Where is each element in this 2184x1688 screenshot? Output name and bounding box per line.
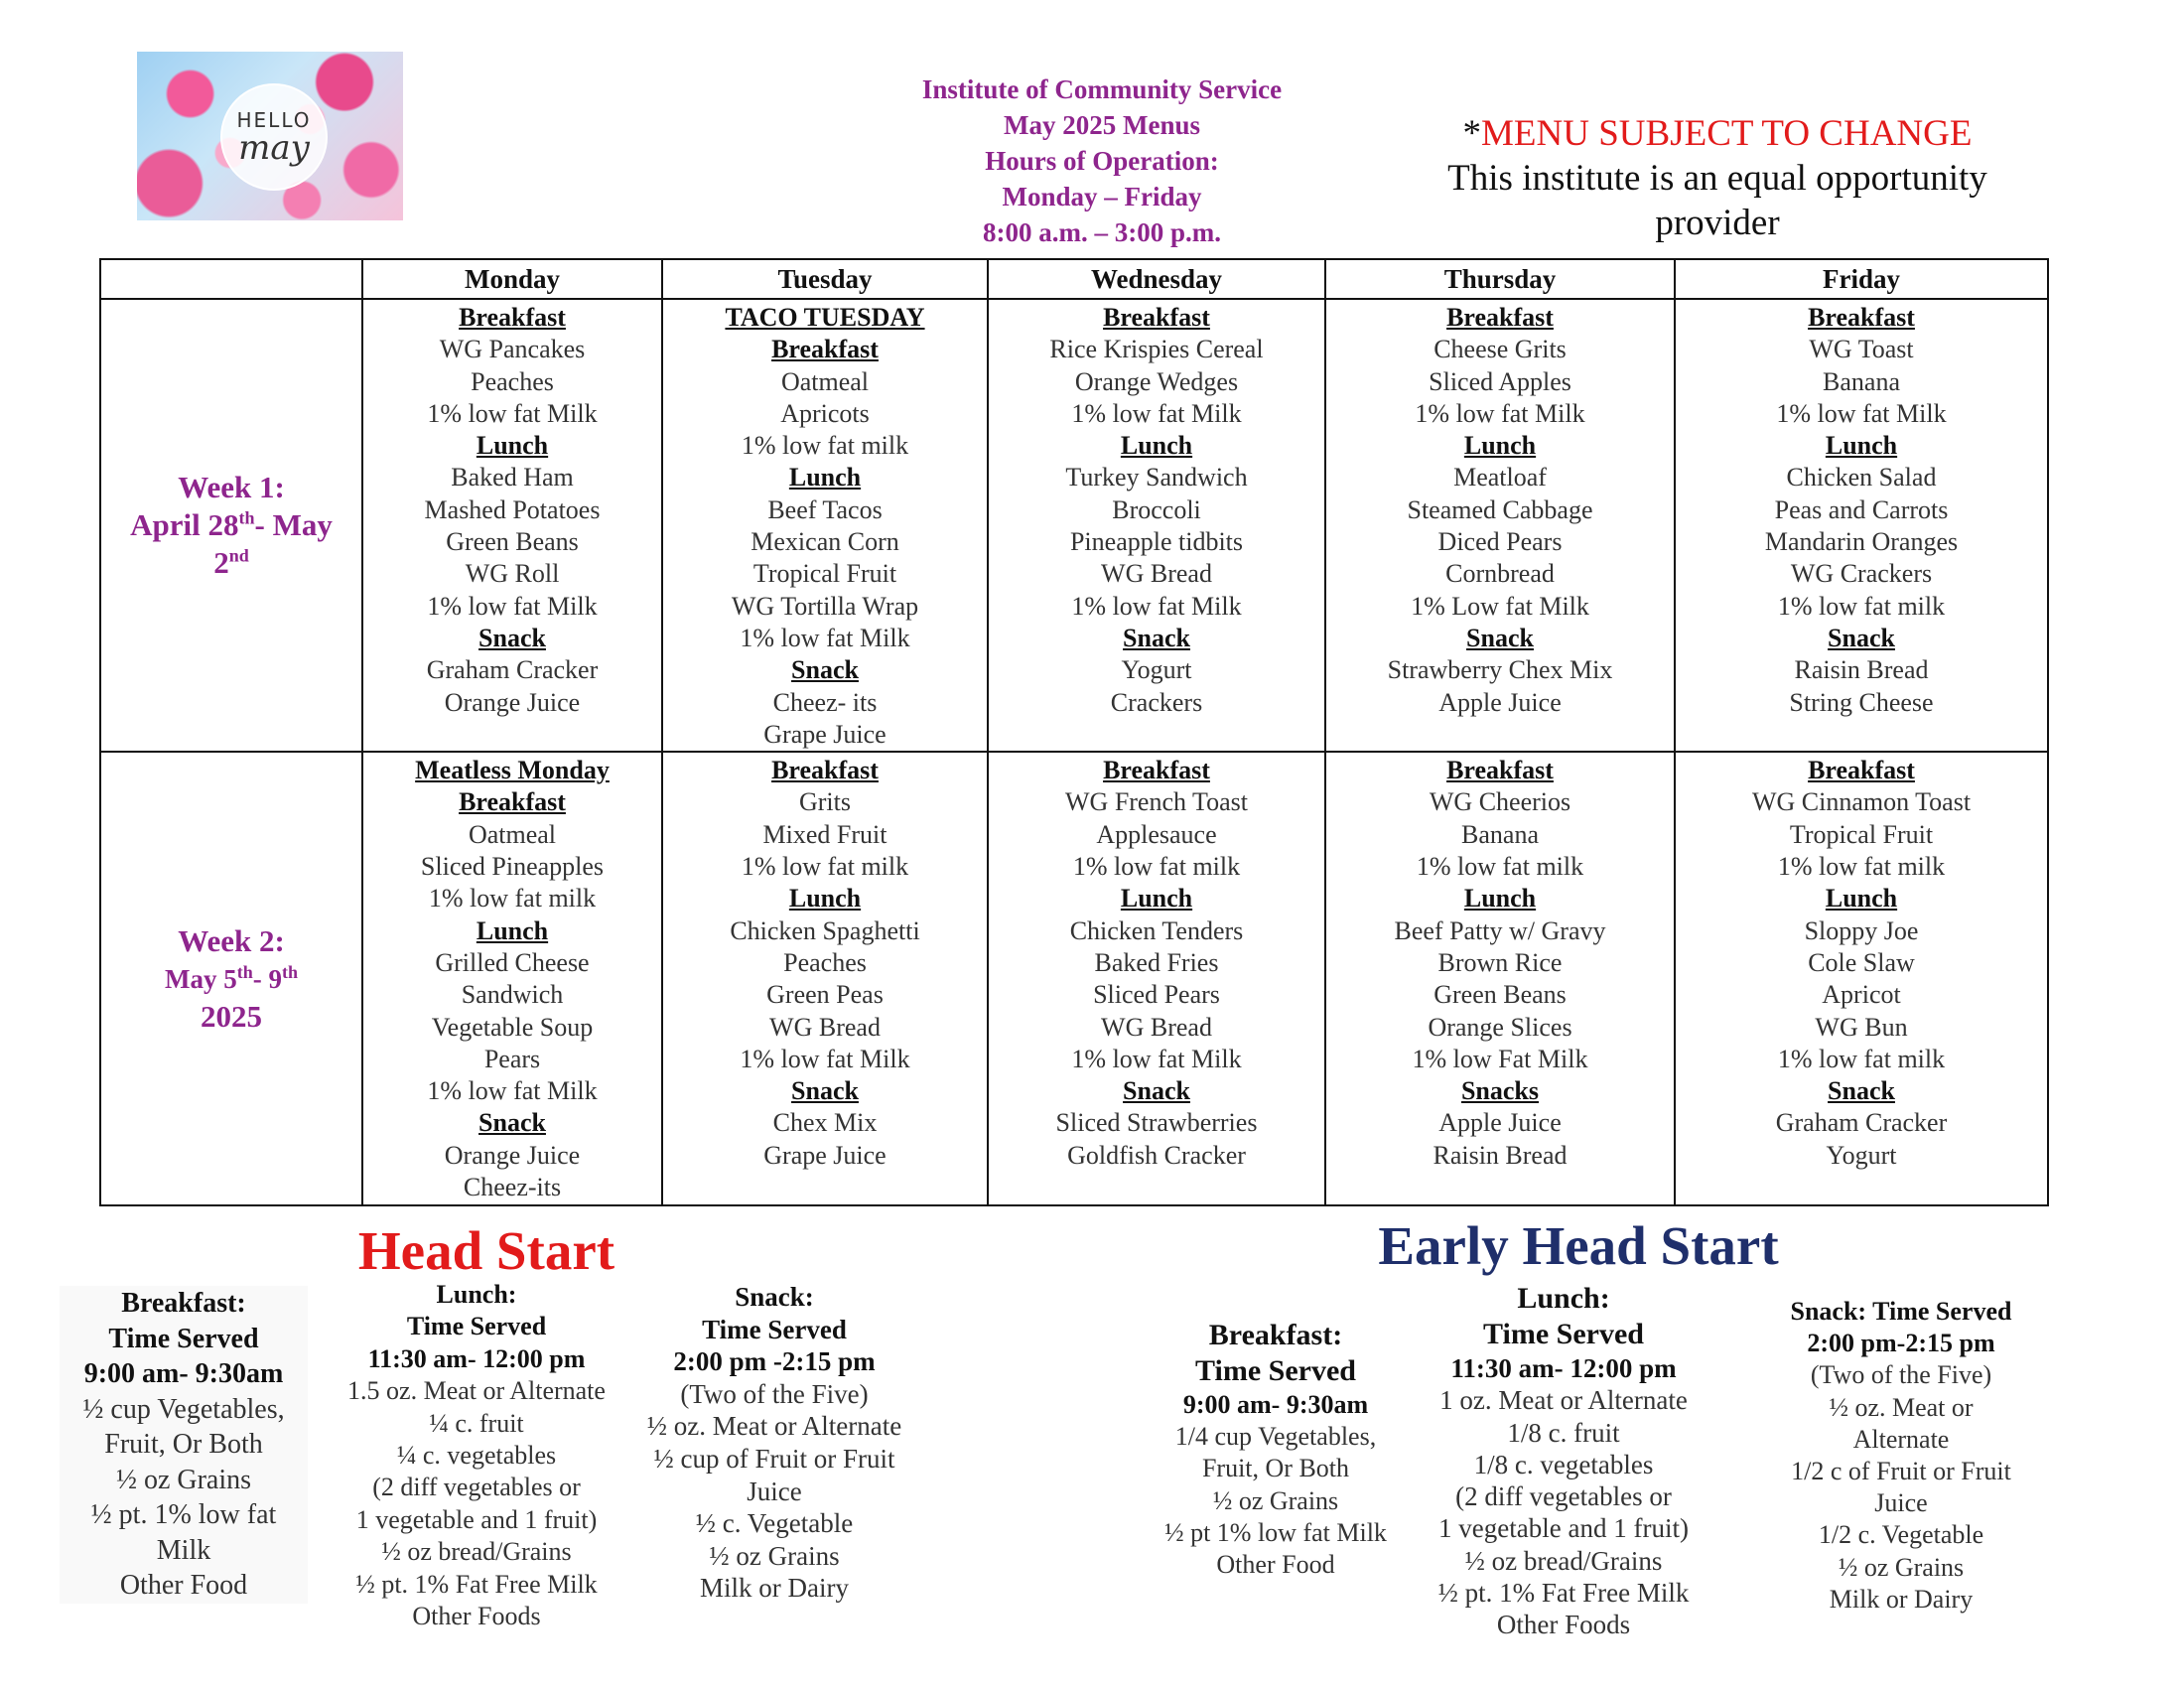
schedule-heading: Time Served bbox=[1483, 1318, 1644, 1350]
schedule-item: ½ pt. 1% Fat Free Milk bbox=[1437, 1578, 1690, 1609]
menu-item: WG Roll bbox=[465, 559, 560, 589]
menu-item: WG Bread bbox=[769, 1012, 881, 1042]
day-header-friday: Friday bbox=[1675, 259, 2048, 299]
meal-heading: Snack bbox=[1828, 1076, 1895, 1106]
meal-heading: Meatless Monday bbox=[415, 756, 610, 785]
hours-days: Monday – Friday bbox=[1002, 182, 1202, 211]
menu-item: WG Bun bbox=[1815, 1012, 1908, 1042]
menu-table bbox=[99, 258, 2049, 1206]
menu-item: Apricot bbox=[1822, 980, 1901, 1010]
schedule-heading: Time Served bbox=[1195, 1354, 1356, 1387]
meal-heading: Snack bbox=[791, 655, 859, 685]
schedule-heading: 11:30 am- 12:00 pm bbox=[367, 1343, 586, 1373]
menu-cell bbox=[988, 752, 1325, 1205]
schedule-item: ¼ c. fruit bbox=[429, 1408, 524, 1438]
menu-item: Sliced Strawberries bbox=[1055, 1108, 1258, 1138]
week-dates bbox=[101, 506, 361, 544]
week-date-start: May 5 bbox=[164, 963, 237, 994]
menu-item: 1% low fat milk bbox=[741, 852, 909, 882]
menu-item: Strawberry Chex Mix bbox=[1387, 655, 1613, 685]
ordinal-suffix: th bbox=[281, 961, 298, 982]
menu-item: WG French Toast bbox=[1065, 787, 1248, 817]
meal-heading: Snack bbox=[1828, 623, 1895, 652]
menu-item: String Cheese bbox=[1789, 687, 1934, 717]
schedule-heading: Breakfast: bbox=[1208, 1319, 1343, 1351]
head-start-title: Head Start bbox=[357, 1220, 615, 1281]
schedule-item: ½ oz bread/Grains bbox=[1464, 1545, 1663, 1576]
meal-heading: Breakfast bbox=[1446, 756, 1554, 785]
schedule-item: ½ oz Grains bbox=[709, 1540, 840, 1571]
menu-item: Chex Mix bbox=[772, 1108, 878, 1138]
meal-heading: Breakfast bbox=[1446, 303, 1554, 332]
menu-item: Crackers bbox=[1110, 687, 1203, 717]
schedule-heading: 2:00 pm -2:15 pm bbox=[673, 1346, 876, 1377]
menu-item: 1% low fat milk bbox=[1777, 591, 1946, 621]
menu-item: Apple Juice bbox=[1438, 1108, 1562, 1138]
menu-item: Grape Juice bbox=[763, 1140, 887, 1170]
menu-cell bbox=[662, 299, 988, 752]
menu-cell bbox=[362, 752, 662, 1205]
head-start-lunch bbox=[318, 1279, 635, 1632]
schedule-item: Juice bbox=[747, 1476, 802, 1506]
schedule-item: 1/2 c of Fruit or Fruit bbox=[1791, 1457, 2011, 1486]
schedule-item: Other Foods bbox=[1496, 1610, 1631, 1640]
schedule-heading: Time Served bbox=[108, 1323, 259, 1354]
menu-item: Diced Pears bbox=[1437, 527, 1563, 557]
schedule-heading: Time Served bbox=[702, 1314, 847, 1344]
schedule-item: 1 vegetable and 1 fruit) bbox=[1438, 1513, 1689, 1544]
menu-item: Baked Ham bbox=[451, 463, 574, 492]
menu-item: Baked Fries bbox=[1094, 947, 1219, 977]
schedule-item: ½ c. Vegetable bbox=[695, 1508, 854, 1539]
schedule-heading: Breakfast: bbox=[121, 1288, 246, 1319]
menu-cell bbox=[988, 299, 1325, 752]
menu-item: 1% low fat milk bbox=[1777, 852, 1946, 882]
week-title: Week 1: bbox=[178, 470, 285, 505]
menu-item: Mixed Fruit bbox=[762, 819, 887, 849]
schedule-item: Milk bbox=[156, 1534, 211, 1566]
schedule-item: (Two of the Five) bbox=[680, 1378, 869, 1409]
menu-item: Sliced Pineapples bbox=[420, 852, 605, 882]
meal-heading: Breakfast bbox=[1808, 303, 1915, 332]
schedule-item: ½ pt. 1% Fat Free Milk bbox=[355, 1569, 598, 1599]
menu-item: Grape Juice bbox=[763, 719, 887, 749]
menu-item: Broccoli bbox=[1112, 494, 1201, 524]
menu-item: WG Pancakes bbox=[439, 335, 586, 364]
schedule-item: Fruit, Or Both bbox=[104, 1429, 263, 1460]
menu-item: Orange Slices bbox=[1428, 1012, 1572, 1042]
menu-item: Banana bbox=[1823, 366, 1900, 396]
schedule-heading: 2:00 pm-2:15 pm bbox=[1807, 1329, 1995, 1358]
schedule-heading: 9:00 am- 9:30am bbox=[83, 1358, 284, 1389]
menu-item: Peaches bbox=[783, 947, 867, 977]
menu-item: Sandwich bbox=[461, 980, 564, 1010]
menu-item: Green Beans bbox=[446, 527, 579, 557]
hello-may-badge bbox=[220, 83, 328, 191]
hours-label: Hours of Operation: bbox=[985, 146, 1219, 176]
menu-item: Cheese Grits bbox=[1433, 335, 1567, 364]
schedule-item: Other Foods bbox=[412, 1602, 541, 1631]
menu-cell bbox=[1325, 299, 1675, 752]
week-dates bbox=[101, 960, 361, 998]
menu-item: Peas and Carrots bbox=[1774, 494, 1949, 524]
notice-block bbox=[1390, 111, 2045, 245]
meal-heading: Lunch bbox=[476, 431, 549, 461]
menu-item: WG Toast bbox=[1809, 335, 1914, 364]
menu-item: 1% low fat milk bbox=[428, 884, 597, 914]
schedule-item: ½ oz Grains bbox=[1212, 1485, 1339, 1515]
menu-item: Cornbread bbox=[1445, 559, 1555, 589]
meal-heading: Snack bbox=[478, 623, 546, 652]
week-row bbox=[100, 299, 2048, 752]
menu-item: WG Cinnamon Toast bbox=[1751, 787, 1972, 817]
menu-item: Oatmeal bbox=[468, 819, 557, 849]
menu-item: 1% low fat Milk bbox=[427, 398, 598, 428]
schedule-item: 1 oz. Meat or Alternate bbox=[1439, 1385, 1688, 1416]
schedule-heading: 9:00 am- 9:30am bbox=[1182, 1390, 1369, 1419]
menu-item: Orange Juice bbox=[444, 687, 581, 717]
week-date-mid: - 9 bbox=[252, 963, 282, 994]
menu-item: Green Beans bbox=[1433, 980, 1567, 1010]
menu-item: Steamed Cabbage bbox=[1407, 494, 1593, 524]
ordinal-suffix: nd bbox=[228, 545, 249, 566]
menu-item: 1% low fat Milk bbox=[427, 1076, 598, 1106]
menu-item: Peaches bbox=[471, 366, 554, 396]
menu-item: 1% low fat Milk bbox=[740, 1044, 910, 1073]
menu-item: Mexican Corn bbox=[751, 527, 899, 557]
schedule-item: ½ oz. Meat or Alternate bbox=[646, 1411, 902, 1442]
menu-item: 1% low fat Milk bbox=[1415, 398, 1585, 428]
menu-item: 1% low fat milk bbox=[1416, 852, 1584, 882]
schedule-item: 1/8 c. vegetables bbox=[1473, 1449, 1654, 1479]
schedule-item: 1/2 c. Vegetable bbox=[1818, 1520, 1984, 1550]
meal-heading: Snacks bbox=[1460, 1076, 1540, 1106]
meal-heading: Lunch bbox=[1120, 431, 1193, 461]
menu-item: Cheez- its bbox=[772, 687, 878, 717]
schedule-heading: Snack: Time Served bbox=[1790, 1297, 2012, 1326]
menu-item: Meatloaf bbox=[1453, 463, 1547, 492]
menu-item: Raisin Bread bbox=[1433, 1140, 1568, 1170]
hello-text: HELLO bbox=[236, 108, 312, 132]
day-header-monday: Monday bbox=[362, 259, 662, 299]
menu-item: 1% low fat Milk bbox=[1071, 1044, 1242, 1073]
day-header-tuesday: Tuesday bbox=[662, 259, 988, 299]
menu-item: Goldfish Cracker bbox=[1067, 1140, 1246, 1170]
week-label bbox=[100, 752, 362, 1205]
menu-item: WG Bread bbox=[1101, 1012, 1212, 1042]
schedule-item: 1/8 c. fruit bbox=[1507, 1417, 1620, 1448]
menu-cell bbox=[1325, 752, 1675, 1205]
week-row bbox=[100, 752, 2048, 1205]
early-head-start-title: Early Head Start bbox=[1378, 1215, 1779, 1276]
menu-item: 1% Low fat Milk bbox=[1411, 591, 1589, 621]
menu-item: Cole Slaw bbox=[1808, 947, 1915, 977]
menu-item: Sliced Pears bbox=[1093, 980, 1220, 1010]
meal-heading: TACO TUESDAY bbox=[725, 303, 925, 332]
schedule-item: ½ oz bread/Grains bbox=[381, 1537, 572, 1567]
meal-heading: Breakfast bbox=[771, 335, 879, 364]
menu-cell bbox=[1675, 299, 2048, 752]
meal-heading: Lunch bbox=[788, 463, 862, 492]
menu-item: Mandarin Oranges bbox=[1764, 527, 1959, 557]
schedule-heading: Lunch: bbox=[1517, 1282, 1610, 1315]
schedule-item: (Two of the Five) bbox=[1810, 1360, 1992, 1390]
early-head-start-snack bbox=[1757, 1296, 2045, 1616]
menu-item: Turkey Sandwich bbox=[1065, 463, 1248, 492]
menu-cell bbox=[362, 299, 662, 752]
menu-cell bbox=[1675, 752, 2048, 1205]
menu-item: Sloppy Joe bbox=[1804, 915, 1919, 945]
menu-item: WG Crackers bbox=[1790, 559, 1933, 589]
week-date-end: 2 bbox=[213, 545, 229, 581]
schedule-item: ½ oz. Meat or bbox=[1829, 1392, 1974, 1422]
meal-heading: Lunch bbox=[1825, 884, 1898, 914]
menu-item: Green Peas bbox=[766, 980, 884, 1010]
week-label bbox=[100, 299, 362, 752]
early-head-start-breakfast bbox=[1127, 1318, 1425, 1581]
menu-item: WG Tortilla Wrap bbox=[731, 591, 919, 621]
schedule-item: Juice bbox=[1874, 1488, 1928, 1518]
menu-item: Chicken Salad bbox=[1786, 463, 1937, 492]
menu-item: 1% low fat milk bbox=[741, 431, 909, 461]
menu-item: Beef Patty w/ Gravy bbox=[1394, 915, 1606, 945]
schedule-heading: Lunch: bbox=[436, 1280, 517, 1309]
menu-item: Graham Cracker bbox=[426, 655, 599, 685]
menu-item: 1% low fat Milk bbox=[1776, 398, 1947, 428]
hours-time: 8:00 a.m. – 3:00 p.m. bbox=[983, 217, 1221, 247]
meal-heading: Snack bbox=[1466, 623, 1534, 652]
schedule-heading: Time Served bbox=[406, 1312, 547, 1341]
menu-item: Banana bbox=[1461, 819, 1539, 849]
meal-heading: Snack bbox=[478, 1108, 546, 1138]
menu-change-notice bbox=[1390, 111, 2045, 156]
menu-item: 1% low fat milk bbox=[1777, 1044, 1946, 1073]
ordinal-suffix: th bbox=[236, 961, 253, 982]
menu-item: 1% low fat Milk bbox=[1071, 398, 1242, 428]
menu-item: Chicken Tenders bbox=[1069, 915, 1244, 945]
menu-item: Yogurt bbox=[1826, 1140, 1897, 1170]
menu-item: Orange Wedges bbox=[1074, 366, 1239, 396]
schedule-item: ½ cup Vegetables, bbox=[82, 1393, 285, 1425]
day-header-row bbox=[100, 259, 2048, 299]
menu-item: 1% low fat Milk bbox=[740, 623, 910, 652]
head-start-snack bbox=[635, 1281, 913, 1605]
schedule-item: ½ oz Grains bbox=[115, 1464, 252, 1495]
day-header-thursday: Thursday bbox=[1325, 259, 1675, 299]
day-header-wednesday: Wednesday bbox=[988, 259, 1325, 299]
schedule-item: 1 vegetable and 1 fruit) bbox=[355, 1504, 598, 1534]
menu-item: WG Cheerios bbox=[1429, 787, 1571, 817]
menu-item: Oatmeal bbox=[780, 366, 870, 396]
org-name: Institute of Community Service bbox=[921, 74, 1283, 104]
schedule-item: ½ pt 1% low fat Milk bbox=[1164, 1517, 1387, 1547]
meal-heading: Breakfast bbox=[771, 756, 879, 785]
menu-item: Rice Krispies Cereal bbox=[1049, 335, 1264, 364]
notice-prefix: * bbox=[1462, 113, 1482, 154]
early-head-start-lunch bbox=[1415, 1281, 1712, 1641]
meal-heading: Lunch bbox=[1463, 431, 1537, 461]
schedule-item: ½ cup of Fruit or Fruit bbox=[653, 1443, 895, 1474]
week-date-mid: - May bbox=[254, 507, 333, 543]
menu-item: Vegetable Soup bbox=[431, 1012, 594, 1042]
head-start-breakfast bbox=[60, 1286, 308, 1604]
week-date-start: April 28 bbox=[130, 507, 239, 543]
meal-heading: Lunch bbox=[1120, 884, 1193, 914]
meal-heading: Snack bbox=[791, 1076, 859, 1106]
org-heading bbox=[784, 71, 1420, 250]
menu-item: Sliced Apples bbox=[1429, 366, 1571, 396]
menu-item: Graham Cracker bbox=[1775, 1108, 1948, 1138]
menu-item: Chicken Spaghetti bbox=[730, 915, 920, 945]
menu-item: Applesauce bbox=[1096, 819, 1217, 849]
menu-item: Beef Tacos bbox=[767, 494, 883, 524]
schedule-item: 1/4 cup Vegetables, bbox=[1174, 1422, 1377, 1452]
schedule-item: ½ pt. 1% low fat bbox=[90, 1499, 277, 1530]
equal-opportunity-statement: This institute is an equal opportunity provider bbox=[1447, 158, 1987, 243]
menu-item: Tropical Fruit bbox=[752, 559, 897, 589]
meal-heading: Breakfast bbox=[1103, 303, 1210, 332]
menu-item: Apricots bbox=[780, 398, 870, 428]
menu-item: Mashed Potatoes bbox=[424, 494, 601, 524]
schedule-item: Other Food bbox=[1216, 1550, 1335, 1580]
schedule-item: ¼ c. vegetables bbox=[396, 1441, 557, 1471]
menu-item: Pears bbox=[483, 1044, 541, 1073]
menu-item: Apple Juice bbox=[1438, 687, 1562, 717]
menu-item: Yogurt bbox=[1121, 655, 1192, 685]
schedule-item: Other Food bbox=[119, 1570, 248, 1601]
meal-heading: Breakfast bbox=[1103, 756, 1210, 785]
menu-item: 1% low fat milk bbox=[1072, 852, 1241, 882]
menu-item: Grits bbox=[799, 787, 851, 817]
schedule-item: Fruit, Or Both bbox=[1201, 1454, 1350, 1483]
meal-heading: Lunch bbox=[1825, 431, 1898, 461]
meal-heading: Lunch bbox=[788, 884, 862, 914]
schedule-item: (2 diff vegetables or bbox=[372, 1473, 581, 1502]
ordinal-suffix: th bbox=[238, 507, 255, 528]
notice-text: MENU SUBJECT TO CHANGE bbox=[1481, 113, 1973, 154]
schedule-item: (2 diff vegetables or bbox=[1455, 1481, 1672, 1512]
menu-item: Grilled Cheese bbox=[435, 947, 590, 977]
menu-item: Tropical Fruit bbox=[1789, 819, 1934, 849]
menu-item: Cheez-its bbox=[463, 1173, 562, 1202]
corner-cell bbox=[100, 259, 362, 299]
schedule-item: Milk or Dairy bbox=[1829, 1584, 1974, 1614]
meal-heading: Breakfast bbox=[1808, 756, 1915, 785]
menu-item: Pineapple tidbits bbox=[1069, 527, 1244, 557]
menu-item: 1% low Fat Milk bbox=[1412, 1044, 1588, 1073]
menu-item: Orange Juice bbox=[444, 1140, 581, 1170]
menu-item: 1% low fat Milk bbox=[1071, 591, 1242, 621]
menu-month: May 2025 Menus bbox=[1004, 110, 1200, 140]
meal-heading: Breakfast bbox=[459, 303, 566, 332]
meal-heading: Breakfast bbox=[459, 787, 566, 817]
menu-item: WG Bread bbox=[1101, 559, 1212, 589]
week-year: 2025 bbox=[201, 998, 262, 1034]
meal-heading: Lunch bbox=[1463, 884, 1537, 914]
schedule-item: ½ oz Grains bbox=[1838, 1552, 1965, 1582]
hello-may-image bbox=[137, 52, 403, 220]
meal-heading: Lunch bbox=[476, 915, 549, 945]
menu-item: Brown Rice bbox=[1437, 947, 1563, 977]
meal-heading: Snack bbox=[1123, 1076, 1190, 1106]
menu-cell bbox=[662, 752, 988, 1205]
menu-item: Raisin Bread bbox=[1794, 655, 1929, 685]
schedule-heading: Snack: bbox=[735, 1282, 814, 1312]
meal-heading: Snack bbox=[1123, 623, 1190, 652]
week-title: Week 2: bbox=[178, 922, 285, 958]
week-dates-end bbox=[101, 544, 361, 582]
schedule-item: 1.5 oz. Meat or Alternate bbox=[347, 1376, 606, 1406]
schedule-heading: 11:30 am- 12:00 pm bbox=[1450, 1353, 1677, 1383]
schedule-item: Alternate bbox=[1852, 1424, 1950, 1454]
menu-item: 1% low fat Milk bbox=[427, 591, 598, 621]
may-text: may bbox=[238, 128, 310, 168]
schedule-item: Milk or Dairy bbox=[700, 1573, 849, 1604]
